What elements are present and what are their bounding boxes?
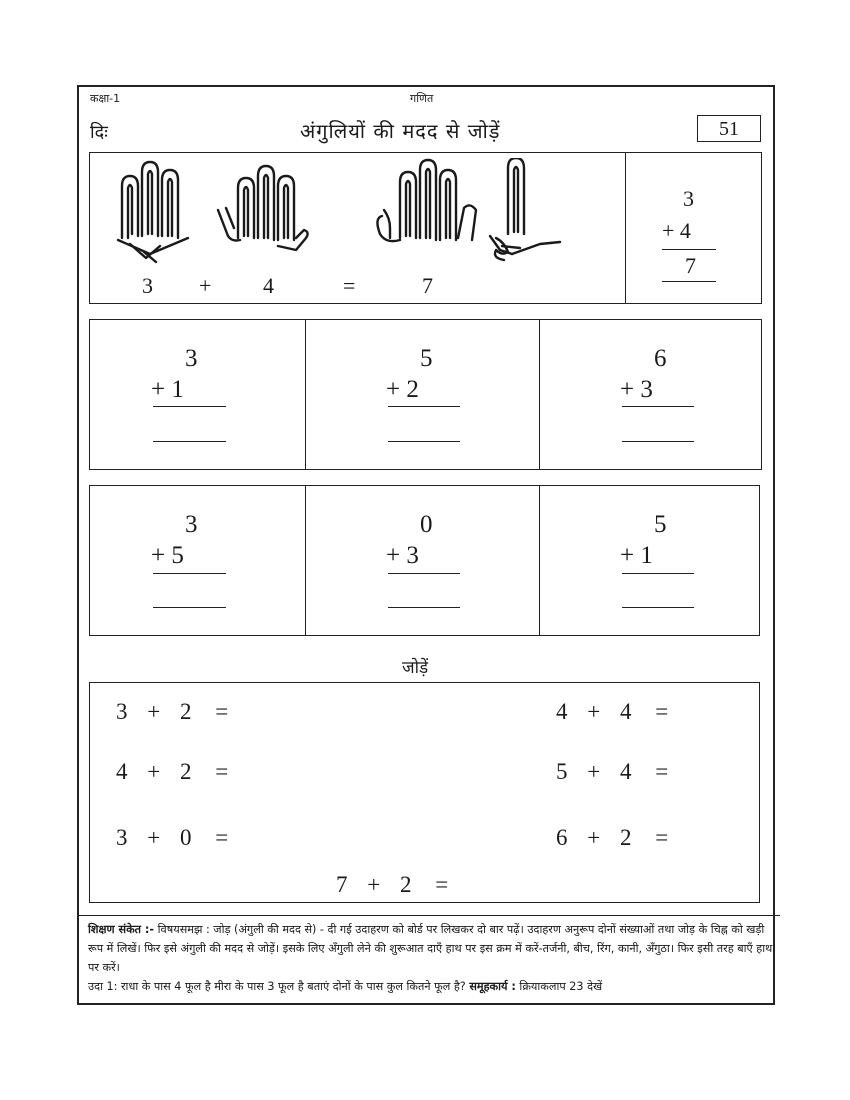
h-left-1 xyxy=(116,700,228,723)
h-left-1-op: + xyxy=(147,699,161,724)
teaching-notes xyxy=(88,920,778,996)
problem-1-second: + 1 xyxy=(151,376,184,403)
problem-1-sum-line xyxy=(153,406,226,407)
subject-label: गणित xyxy=(410,92,434,105)
h-left-2-a: 4 xyxy=(116,759,128,784)
grid-2-divider-a xyxy=(305,485,306,636)
h-center-eq: = xyxy=(435,872,449,897)
h-left-1-a: 3 xyxy=(116,699,128,724)
example-vertical-line xyxy=(662,249,716,250)
problem-5-top: 0 xyxy=(420,511,433,538)
problem-1-answer-line[interactable] xyxy=(153,441,226,442)
h-left-2 xyxy=(116,760,228,783)
example-plus: + xyxy=(199,273,212,298)
h-left-1-b: 2 xyxy=(179,699,192,724)
footer-divider xyxy=(77,915,780,916)
hand-left-four-fingers-icon xyxy=(377,160,476,241)
h-right-2-eq: = xyxy=(655,759,669,784)
add-heading: जोड़ें xyxy=(402,658,429,678)
hand-four-fingers-icon xyxy=(218,166,308,250)
h-right-2 xyxy=(556,760,668,783)
group-work-label: समूहकार्य : xyxy=(469,980,516,993)
example-vertical-second: + 4 xyxy=(662,218,691,243)
h-left-3-b: 0 xyxy=(179,825,192,850)
problem-4-sum-line xyxy=(153,573,226,574)
h-right-3-b: 2 xyxy=(619,825,632,850)
h-right-1 xyxy=(556,700,668,723)
problem-6-answer-line[interactable] xyxy=(622,607,694,608)
h-right-3-eq: = xyxy=(655,825,669,850)
problem-2-sum-line xyxy=(388,406,460,407)
h-center-a: 7 xyxy=(336,872,348,897)
h-right-1-a: 4 xyxy=(556,699,568,724)
h-right-2-a: 5 xyxy=(556,759,568,784)
problem-3-answer-line[interactable] xyxy=(622,441,694,442)
example-equals: = xyxy=(343,273,356,298)
teaching-notes-label: शिक्षण संकेत :- xyxy=(88,923,155,936)
hand-one-finger-icon xyxy=(490,158,560,260)
problem-3-second: + 3 xyxy=(620,376,653,403)
h-center xyxy=(336,873,448,896)
example-divider xyxy=(625,152,626,304)
example-question: उदा 1: राधा के पास 4 फूल है मीरा के पास 3 फूल है बताएं दोनों के पास कुल कितने फूल है? xyxy=(88,980,470,993)
hand-three-fingers-icon xyxy=(118,162,188,262)
h-center-op: + xyxy=(367,872,381,897)
h-left-2-b: 2 xyxy=(179,759,192,784)
h-right-1-b: 4 xyxy=(619,699,632,724)
h-right-3 xyxy=(556,826,668,849)
h-left-3-eq: = xyxy=(215,825,229,850)
problem-4-top: 3 xyxy=(185,511,198,538)
hands-illustration xyxy=(100,158,580,268)
grid-2-divider-b xyxy=(539,485,540,636)
date-label: दिः xyxy=(90,122,108,143)
grid-1-divider-b xyxy=(539,319,540,470)
problem-5-answer-line[interactable] xyxy=(388,607,460,608)
h-left-3 xyxy=(116,826,228,849)
problem-5-second: + 3 xyxy=(386,542,419,569)
problem-1-top: 3 xyxy=(185,345,198,372)
example-left-operand: 3 xyxy=(142,273,153,298)
h-left-2-op: + xyxy=(147,759,161,784)
h-right-3-op: + xyxy=(587,825,601,850)
page-number-box xyxy=(697,115,761,142)
h-right-2-op: + xyxy=(587,759,601,784)
page-number: 51 xyxy=(719,118,739,140)
problem-2-second: + 2 xyxy=(386,376,419,403)
example-result: 7 xyxy=(422,273,433,298)
problem-6-top: 5 xyxy=(654,511,667,538)
problem-6-sum-line xyxy=(622,573,694,574)
problem-4-answer-line[interactable] xyxy=(153,607,226,608)
example-vertical-line-bottom xyxy=(662,281,716,282)
grid-1-divider-a xyxy=(305,319,306,470)
h-right-2-b: 4 xyxy=(619,759,632,784)
page-title: अंगुलियों की मदद से जोड़ें xyxy=(300,119,501,143)
group-work-text: क्रियाकलाप 23 देखें xyxy=(515,980,603,993)
class-label: कक्षा-1 xyxy=(90,92,121,105)
problem-4-second: + 5 xyxy=(151,542,184,569)
h-right-1-op: + xyxy=(587,699,601,724)
problem-3-sum-line xyxy=(622,406,694,407)
problem-2-answer-line[interactable] xyxy=(388,441,460,442)
problem-grid-2 xyxy=(89,485,760,636)
teaching-notes-text: विषयसमझ : जोड़ (अंगुली की मदद से) - दी गई उदाहरण को बोर्ड पर लिखकर दो बार पढ़ें। उदाहरण अनुरूप दोनों संख्याओं तथा जोड़ के चिह्न को खड़ी रूप में लिखें। फिर इसे अंगुली की मदद से जोड़ें। इसके लिए अँगुली लेने की शुरूआत दाएँ हाथ पर इस क्रम में करें-तर्जनी, बीच, रिंग, कानी, अँगुठा। फिर इसी तरह बाएँ हाथ पर करें। xyxy=(88,923,773,974)
h-right-3-a: 6 xyxy=(556,825,568,850)
problem-2-top: 5 xyxy=(420,345,433,372)
example-vertical-answer: 7 xyxy=(685,253,696,278)
problem-grid-1 xyxy=(89,319,762,470)
h-center-b: 2 xyxy=(399,872,412,897)
h-left-2-eq: = xyxy=(215,759,229,784)
h-left-1-eq: = xyxy=(215,699,229,724)
example-vertical-top: 3 xyxy=(683,186,694,211)
h-left-3-a: 3 xyxy=(116,825,128,850)
problem-6-second: + 1 xyxy=(620,542,653,569)
problem-5-sum-line xyxy=(388,573,460,574)
problem-3-top: 6 xyxy=(654,345,667,372)
h-right-1-eq: = xyxy=(655,699,669,724)
example-right-operand: 4 xyxy=(263,273,274,298)
h-left-3-op: + xyxy=(147,825,161,850)
